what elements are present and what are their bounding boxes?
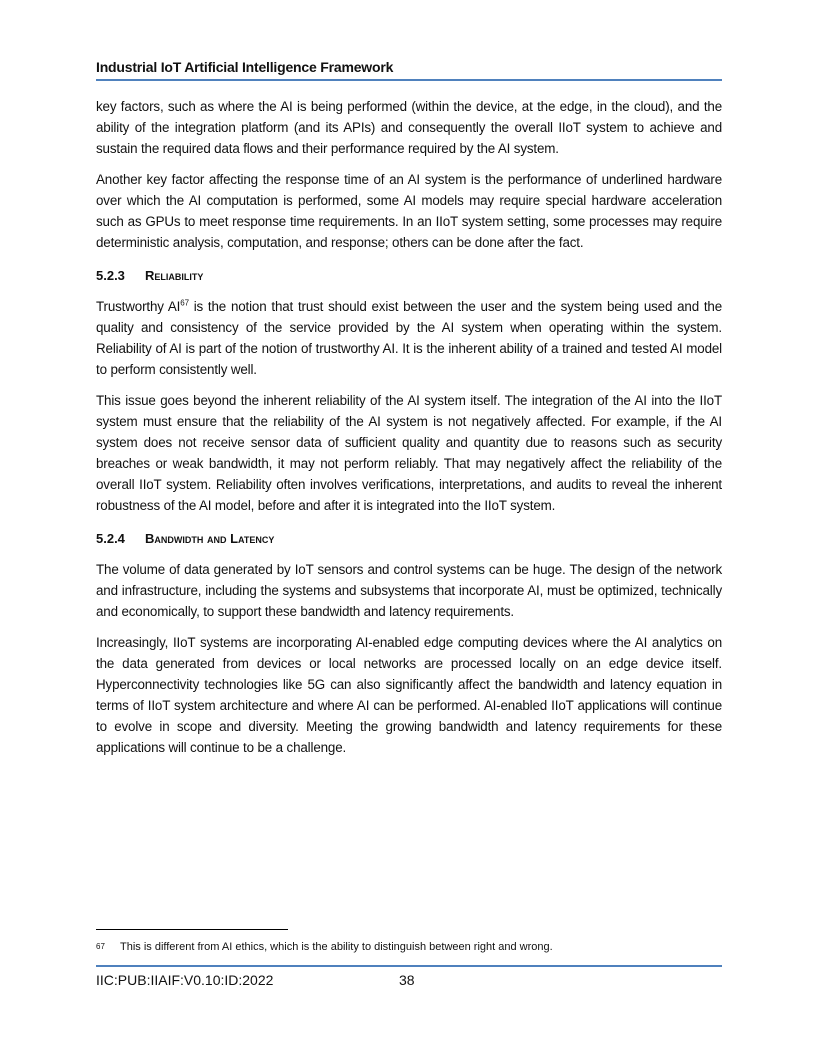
body-paragraph-2: Another key factor affecting the response time of an AI system is the performance of underlined hardware over which the AI computation is performed, some AI models may require special hardware acceleration such as GPUs to meet response time requirements. In an IIoT system setting, some processes may require deterministic analysis, computation, and response; others can be done after the fact. [96, 172, 722, 250]
section-heading-bandwidth-latency [96, 530, 722, 548]
footnote-mark: 67 [96, 942, 105, 951]
page-number: 38 [399, 972, 415, 988]
section-title: Reliability [145, 268, 204, 283]
page-body [96, 96, 722, 768]
body-paragraph-5: The volume of data generated by IoT sensors and control systems can be huge. The design of the network and infrastructure, including the systems and subsystems that incorporate AI, must be optimized, technically and economically, to support these bandwidth and latency requirements. [96, 562, 722, 619]
section-title: Bandwidth and Latency [145, 531, 275, 546]
body-paragraph-3 [96, 296, 722, 380]
body-paragraph-4: This issue goes beyond the inherent reliability of the AI system itself. The integration of the AI into the IIoT system must ensure that the reliability of the AI system is not negatively affected. For example, if the AI system does not receive sensor data of sufficient quality and quantity due to reasons such as security breaches or weak bandwidth, it may not perform reliably. That may negatively affect the reliability of the overall IIoT system. Reliability often involves verifications, interpretations, and audits to reveal the inherent robustness of the AI model, before and after it is integrated into the IIoT system. [96, 393, 722, 513]
footnote [96, 940, 722, 954]
body-paragraph-1: key factors, such as where the AI is being performed (within the device, at the edge, in the cloud), and the ability of the integration platform (and its APIs) and consequently the overall IIoT system to achieve and sustain the required data flows and their performance required by the AI system. [96, 99, 722, 156]
footer-document-id: IIC:PUB:IIAIF:V0.10:ID:2022 [96, 972, 274, 988]
footnote-reference[interactable]: 67 [180, 298, 189, 308]
body-paragraph-6: Increasingly, IIoT systems are incorporating AI-enabled edge computing devices where the AI analytics on the data generated from devices or local networks are processed locally on an edge device itself. Hyperconnectivity technologies like 5G can also significantly affect the bandwidth and latency equation in terms of IIoT system architecture and where AI can be performed. AI-enabled IIoT applications will continue to evolve in scope and diversity. Meeting the growing bandwidth and latency requirements for these applications will continue to be a challenge. [96, 635, 722, 755]
footnote-text: This is different from AI ethics, which is the ability to distinguish between right and wrong. [120, 941, 553, 953]
paragraph-text: is the notion that trust should exist between the user and the system being used and the quality and consistency of the service provided by the AI system when operating within the system. Reliability of AI is part of the notion of trustworthy AI. It is the inherent ability of a trained and tested AI model to perform consistently well. [96, 299, 723, 377]
footer-divider [96, 965, 722, 967]
paragraph-lead: Trustworthy AI [96, 299, 181, 314]
section-number: 5.2.3 [96, 268, 125, 283]
running-header-title: Industrial IoT Artificial Intelligence Framework [96, 59, 394, 75]
section-number: 5.2.4 [96, 531, 125, 546]
header-divider [96, 79, 722, 81]
footnote-separator [96, 929, 288, 930]
section-heading-reliability [96, 267, 722, 285]
